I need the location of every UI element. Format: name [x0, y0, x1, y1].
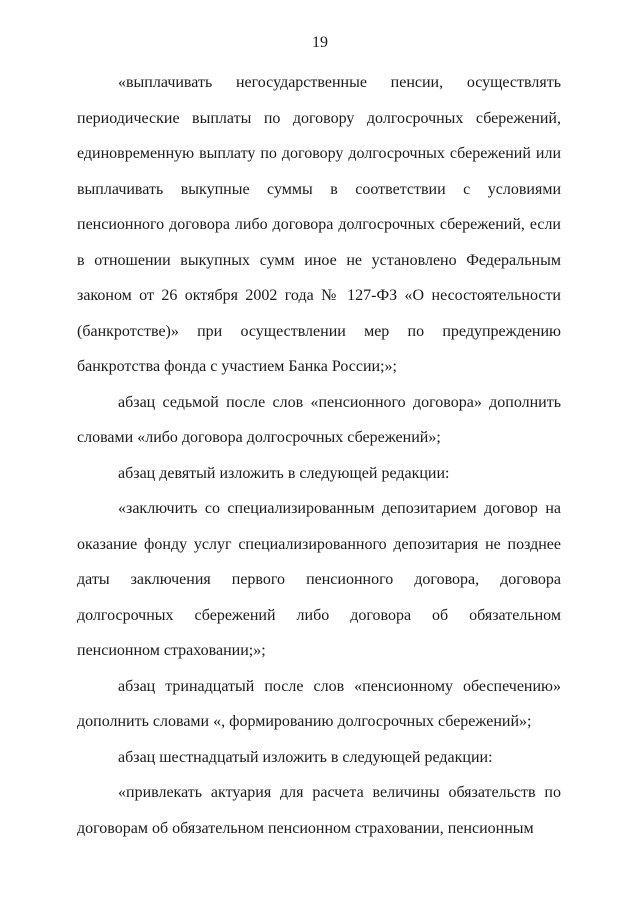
paragraph-sixteenth-intro: абзац шестнадцатый изложить в следующей редакции:	[118, 748, 493, 766]
paragraph-custodian-agreement: «заключить со специализированным депозитарием договор на оказание фонду услуг специализированного депозитария не позднее даты заключения первого пенсионного договора, договора долгосрочных сбережений либо договора об обязательном пенсионном страховании;»;	[77, 500, 561, 659]
paragraph-ninth-intro: абзац девятый изложить в следующей редакции:	[118, 464, 450, 482]
paragraph-thirteenth-amendment: абзац тринадцатый после слов «пенсионному обеспечению» дополнить словами «, формированию долгосрочных сбережений»;	[77, 677, 561, 730]
page-number: 19	[312, 34, 328, 51]
paragraph-actuary: «привлекать актуария для расчета величины обязательств по договорам об обязательном пенсионном страховании, пенсионным	[77, 784, 561, 837]
paragraph-seventh-amendment: абзац седьмой после слов «пенсионного договора» дополнить словами «либо договора долгосрочных сбережений»;	[77, 393, 561, 446]
document-body	[77, 65, 561, 846]
paragraph-payments: «выплачивать негосударственные пенсии, осуществлять периодические выплаты по договору долгосрочных сбережений, единовременную выплату по договору долгосрочных сбережений или выплачивать выкупные суммы в соответствии с условиями пенсионного договора либо договора долгосрочных сбережений, если в отношении выкупных сумм иное не установлено Федеральным законом от 26 октября 2002 года № 127-ФЗ «О несостоятельности (банкротстве)» при осуществлении мер по предупреждению банкротства фонда с участием Банка России;»;	[77, 74, 561, 375]
